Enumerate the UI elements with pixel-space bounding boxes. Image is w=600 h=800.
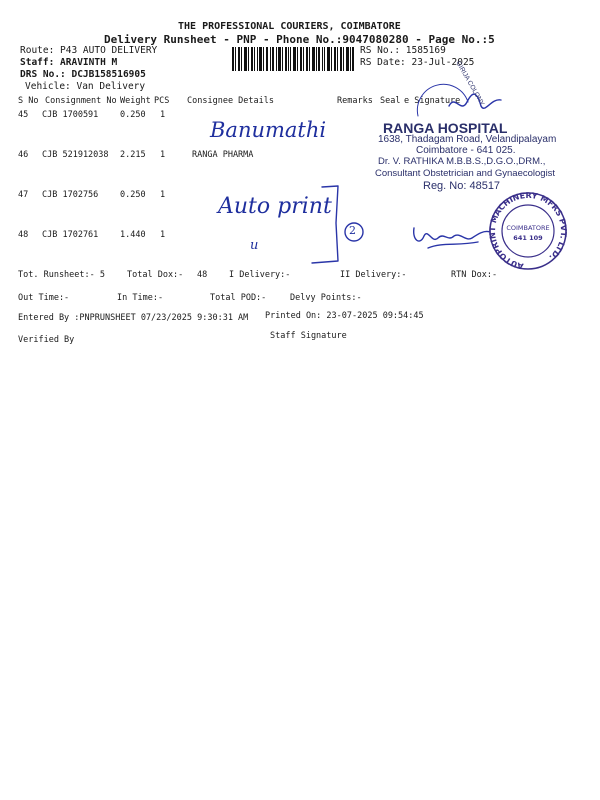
vehicle-label: Vehicle: Van Delivery (25, 81, 146, 92)
doctor-name: Dr. V. RATHIKA M.B.B.S.,D.G.O.,DRM., (378, 156, 546, 167)
col-consignment: Consignment No (45, 96, 117, 106)
hospital-name: RANGA HOSPITAL (383, 120, 508, 136)
row-consignee: RANGA PHARMA (192, 150, 254, 160)
stamp-city: COIMBATORE (506, 224, 550, 232)
drs-number: DRS No.: DCJB158516905 (20, 69, 146, 80)
company-name: THE PROFESSIONAL COURIERS, COIMBATORE (178, 21, 401, 32)
row-pcs: 1 (160, 150, 166, 160)
tot-runsheet: Tot. Runsheet:- 5 (18, 270, 105, 280)
col-remarks: Remarks (337, 96, 373, 106)
colony-stamp-text: GIRIJA COLONY (454, 60, 486, 107)
barcode (232, 47, 354, 71)
circled-number: 2 (349, 224, 356, 237)
row-pcs: 1 (160, 110, 166, 120)
handwritten-bracket (300, 183, 370, 268)
row-weight: 0.250 (120, 110, 146, 120)
col-consignee: Consignee Details (187, 96, 274, 106)
delvy-points: Delvy Points:- (290, 293, 362, 303)
company-round-stamp (480, 190, 576, 272)
row-consignment: CJB 521912038 (42, 150, 109, 160)
total-pod: Total POD:- (210, 293, 267, 303)
row-sno: 48 (18, 230, 29, 240)
entered-by: Entered By :PNPRUNSHEET 07/23/2025 9:30:31 AM (18, 313, 249, 323)
ii-delivery: II Delivery:- (340, 270, 407, 280)
hospital-address: 1638, Thadagam Road, Velandipalayam (378, 134, 557, 145)
row-sno: 45 (18, 110, 29, 120)
row-pcs: 1 (160, 190, 166, 200)
handwritten-name: Banumathi (210, 118, 327, 142)
staff-label: Staff: ARAVINTH M (20, 57, 118, 68)
printed-on: Printed On: 23-07-2025 09:54:45 (265, 311, 424, 321)
total-dox-label: Total Dox:- (127, 270, 184, 280)
in-time: In Time:- (117, 293, 164, 303)
row-weight: 0.250 (120, 190, 146, 200)
hospital-city: Coimbatore - 641 025. (416, 145, 516, 156)
row-sno: 46 (18, 150, 29, 160)
row-pcs: 1 (160, 230, 166, 240)
row-weight: 1.440 (120, 230, 146, 240)
doctor-specialty: Consultant Obstetrician and Gynaecologist (375, 168, 556, 179)
rs-number: RS No.: 1585169 (360, 45, 446, 56)
staff-signature: Staff Signature (270, 331, 347, 341)
total-dox-value: 48 (197, 270, 208, 280)
col-pcs: PCS (154, 96, 170, 106)
row-weight: 2.215 (120, 150, 146, 160)
out-time: Out Time:- (18, 293, 70, 303)
stamp-ring-text: AUTOPRINT MACHINERY MFRS PVT. LTD. (487, 190, 569, 271)
rtn-dox: RTN Dox:- (451, 270, 498, 280)
row-sno: 47 (18, 190, 29, 200)
col-weight: Weight (120, 96, 151, 106)
verified-by: Verified By (18, 335, 75, 345)
col-seal: Seal (380, 96, 401, 106)
stamp-code: 641 109 (513, 234, 543, 242)
row-consignment: CJB 1702761 (42, 230, 99, 240)
col-signature: e Signature (404, 96, 461, 106)
col-sno: S No (18, 96, 39, 106)
row-consignment: CJB 1702756 (42, 190, 99, 200)
i-delivery: I Delivery:- (229, 270, 291, 280)
route-label: Route: P43 AUTO DELIVERY (20, 45, 158, 56)
rs-date: RS Date: 23-Jul-2025 (360, 57, 475, 68)
handwritten-note: Auto print (218, 194, 332, 219)
hospital-reg-no: Reg. No: 48517 (423, 180, 501, 192)
runsheet-title: Delivery Runsheet - PNP - Phone No.:9047080280 - Page No.:5 (104, 33, 495, 46)
row-consignment: CJB 1700591 (42, 110, 99, 120)
handwritten-mark: u (250, 238, 259, 253)
